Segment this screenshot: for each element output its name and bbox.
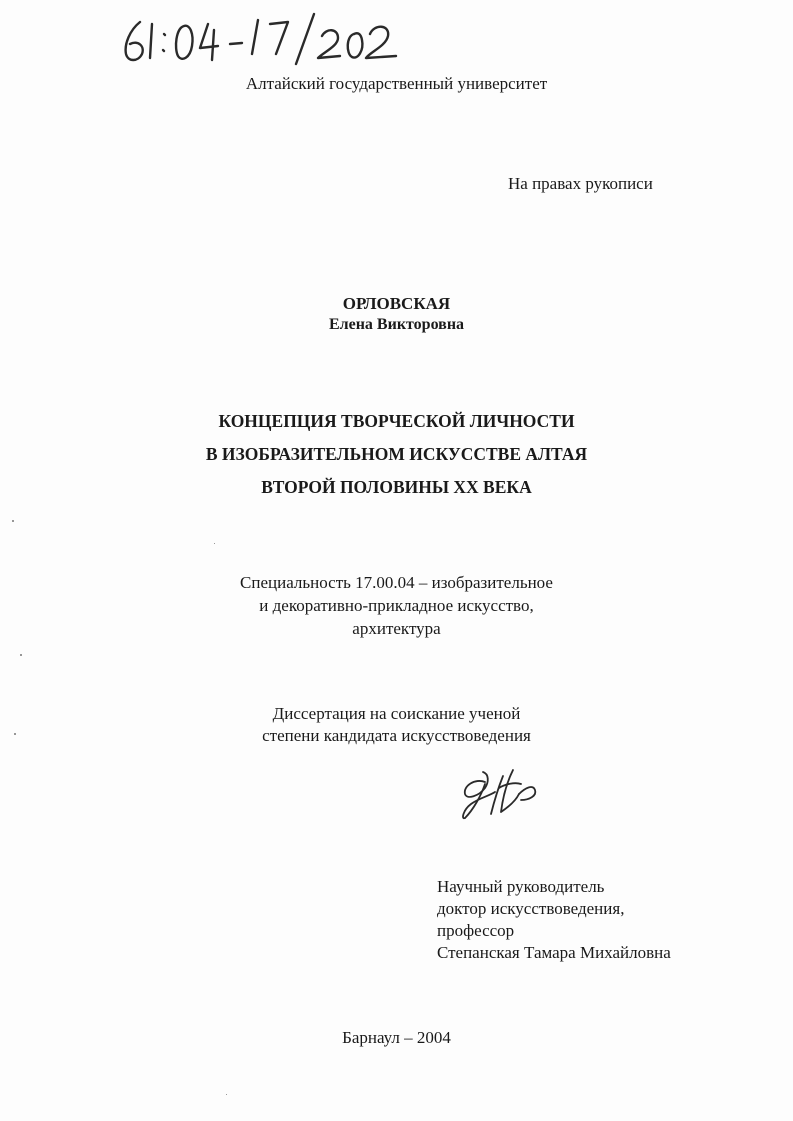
signature bbox=[455, 762, 555, 824]
thesis-title-line-3: ВТОРОЙ ПОЛОВИНЫ ХХ ВЕКА bbox=[261, 477, 532, 497]
author-given-name: Елена Викторовна bbox=[328, 316, 465, 333]
advisor-role: Научный руководитель bbox=[437, 877, 605, 896]
scan-speck bbox=[14, 733, 16, 735]
specialty-line-3: архитектура bbox=[352, 619, 441, 638]
specialty-line-2: и декоративно-прикладное искусство, bbox=[259, 596, 534, 615]
scan-speck bbox=[226, 1094, 227, 1095]
scan-speck bbox=[214, 543, 215, 544]
handwritten-archive-code bbox=[118, 10, 428, 70]
manuscript-rights-note: На правах рукописи bbox=[508, 174, 653, 193]
specialty-line-1: Специальность 17.00.04 – изобразительное bbox=[240, 573, 553, 592]
dissertation-line-2: степени кандидата искусствоведения bbox=[262, 726, 531, 745]
advisor-name: Степанская Тамара Михайловна bbox=[437, 943, 671, 962]
university-name: Алтайский государственный университет bbox=[245, 74, 548, 93]
scientific-advisor-block bbox=[437, 876, 671, 964]
advisor-degree: доктор искусствоведения, bbox=[437, 899, 625, 918]
author-surname: ОРЛОВСКАЯ bbox=[342, 294, 451, 313]
advisor-rank: профессор bbox=[437, 921, 515, 940]
dissertation-line-1: Диссертация на соискание ученой bbox=[272, 704, 521, 723]
scan-speck bbox=[20, 654, 22, 656]
city-and-year: Барнаул – 2004 bbox=[342, 1028, 451, 1047]
thesis-title-line-2: В ИЗОБРАЗИТЕЛЬНОМ ИСКУССТВЕ АЛТАЯ bbox=[205, 444, 588, 464]
thesis-title-line-1: КОНЦЕПЦИЯ ТВОРЧЕСКОЙ ЛИЧНОСТИ bbox=[218, 411, 575, 431]
scan-speck bbox=[12, 520, 14, 522]
